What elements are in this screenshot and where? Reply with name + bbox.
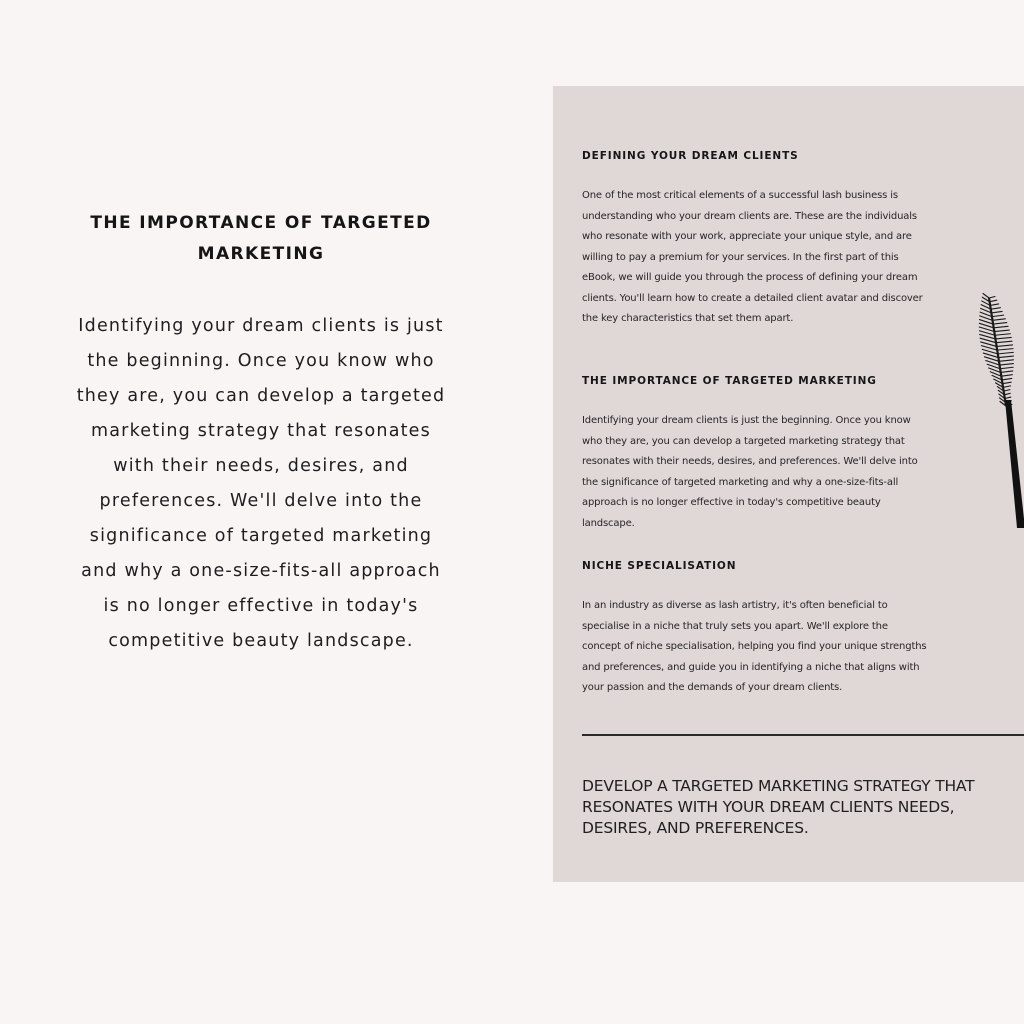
mascara-wand-icon	[965, 288, 1024, 528]
section-targeted-marketing	[582, 374, 927, 534]
section-niche-specialisation	[582, 559, 927, 699]
left-panel	[70, 208, 452, 659]
section-body: In an industry as diverse as lash artistry, it's often beneficial to specialise in a niche that truly sets you apart. We'll explore the concept of niche specialisation, helping you find your unique strengths and preferences, and guide you in identifying a niche that aligns with your passion and the demands of your dream clients.	[582, 600, 927, 693]
left-heading: THE IMPORTANCE OF TARGETED MARKETING	[90, 213, 432, 264]
section-heading: DEFINING YOUR DREAM CLIENTS	[582, 150, 799, 162]
pull-quote: DEVELOP A TARGETED MARKETING STRATEGY THAT RESONATES WITH YOUR DREAM CLIENTS NEEDS, DESIRES, AND PREFERENCES.	[582, 777, 975, 837]
section-heading: THE IMPORTANCE OF TARGETED MARKETING	[582, 375, 877, 387]
section-body: One of the most critical elements of a successful lash business is understanding who your dream clients are. These are the individuals who resonate with your work, appreciate your unique style, and are willing to pay a premium for your services. In the first part of this eBook, we will guide you through the process of defining your dream clients. You'll learn how to create a detailed client avatar and discover the key characteristics that set them apart.	[582, 190, 923, 324]
section-defining-dream-clients	[582, 149, 927, 330]
ebook-page-preview	[553, 86, 1024, 882]
section-body: Identifying your dream clients is just the beginning. Once you know who they are, you can develop a targeted marketing strategy that resonates with their needs, desires, and preferences. We'll delve into the significance of targeted marketing and why a one-size-fits-all approach is no longer effective in today's competitive beauty landscape.	[582, 415, 918, 529]
section-heading: NICHE SPECIALISATION	[582, 560, 737, 572]
left-body-text: Identifying your dream clients is just the beginning. Once you know who they are, you can develop a targeted marketing strategy that resonates with their needs, desires, and preferences. We'll delve into the significance of targeted marketing and why a one-size-fits-all approach is no longer effective in today's competitive beauty landscape.	[76, 316, 446, 651]
divider	[582, 734, 1024, 736]
